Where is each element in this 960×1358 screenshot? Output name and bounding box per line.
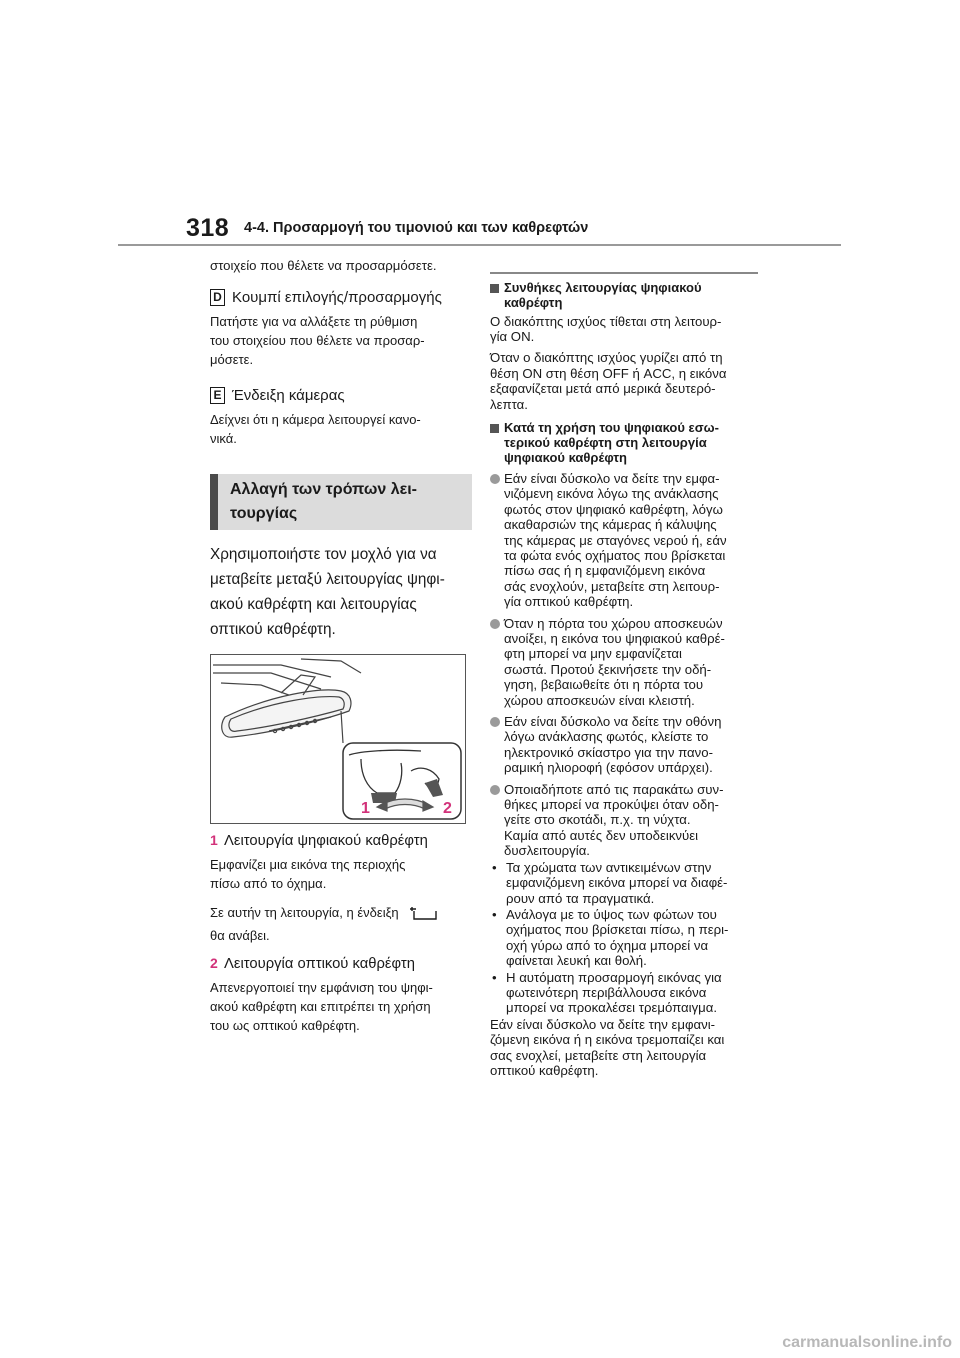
text-line: της κάμερας με σταγόνες νερού ή, εάν bbox=[504, 532, 727, 548]
camera-indicator-icon bbox=[408, 905, 438, 921]
square-bullet-icon bbox=[490, 284, 499, 293]
item-e bbox=[210, 387, 472, 404]
intro-text bbox=[210, 542, 472, 642]
intro-line: μεταβείτε μεταξύ λειτουργίας ψηφι- bbox=[210, 570, 445, 588]
mode-1-note-end: θα ανάβει. bbox=[210, 927, 270, 943]
circle-bullet-icon bbox=[490, 619, 500, 629]
key-d-box: D bbox=[210, 289, 225, 306]
text-line: θήκες μπορεί να προκύψει όταν οδη- bbox=[504, 797, 719, 813]
heading-line: ψηφιακού καθρέφτη bbox=[504, 449, 627, 465]
mirror-illustration bbox=[210, 654, 466, 824]
text-line: Καμία από αυτές δεν υποδεικνύει bbox=[504, 827, 699, 843]
bullet-text bbox=[504, 471, 727, 610]
text-line: φαίνεται λευκή και θολή. bbox=[506, 953, 647, 969]
text-line: πίσω σας ή η εμφανιζόμενη εικόνα bbox=[504, 563, 706, 579]
item-d bbox=[210, 289, 472, 306]
square-bullet-icon bbox=[490, 424, 499, 433]
text-line: γηση, βεβαιωθείτε ότι η πόρτα του bbox=[504, 677, 704, 693]
banner-line: τουργίας bbox=[230, 504, 298, 522]
circle-bullet-icon bbox=[490, 474, 500, 484]
figure-label-1: 1 bbox=[361, 799, 370, 817]
text-line: ζόμενη εικόνα ή η εικόνα τρεμοπαίζει και bbox=[490, 1032, 725, 1048]
text-line: φωτεινότερη περιβάλλουσα εικόνα bbox=[506, 984, 707, 1000]
text-line: οχήματος που βρίσκεται πίσω, η περι- bbox=[506, 922, 729, 938]
sub-item-1 bbox=[490, 860, 758, 906]
text-line: εμφανιζόμενη εικόνα μπορεί να διαφέ- bbox=[506, 875, 728, 891]
desc-line: πίσω από το όχημα. bbox=[210, 875, 327, 891]
heading-text bbox=[504, 420, 719, 465]
text-line: εξαφανίζεται μετά από μερικά δευτερό- bbox=[490, 381, 716, 397]
bullet-text bbox=[504, 782, 723, 859]
text-line: Οποιαδήποτε από τις παρακάτω συν- bbox=[504, 781, 724, 797]
text-line: ρουν από τα πραγματικά. bbox=[506, 890, 655, 906]
text-line: ραμική ηλιοροφή (εφόσον υπάρχει). bbox=[504, 760, 713, 776]
bullet-4 bbox=[490, 782, 758, 859]
circle-bullet-icon bbox=[490, 717, 500, 727]
bullet-1 bbox=[490, 471, 758, 610]
bullet-text bbox=[504, 714, 721, 776]
mode-1-label: Λειτουργία ψηφιακού καθρέφτη bbox=[224, 832, 428, 849]
mode-1-number: 1 bbox=[210, 831, 218, 848]
column-rule bbox=[490, 272, 758, 274]
header-rule bbox=[118, 244, 841, 246]
heading-text bbox=[504, 280, 702, 310]
heading-line: Κατά τη χρήση του ψηφιακού εσω- bbox=[504, 419, 719, 435]
text-line: σωστά. Προτού ξεκινήσετε την οδή- bbox=[504, 661, 712, 677]
mode-1-note bbox=[210, 903, 472, 922]
text-line: οχή γύρω από το όχημα μπορεί να bbox=[506, 937, 709, 953]
text-line: φτη μπορεί να μην εμφανίζεται bbox=[504, 646, 682, 662]
text-line: ηλεκτρονικό σκίαστρο για την πανο- bbox=[504, 744, 714, 760]
item-e-desc bbox=[210, 410, 472, 448]
intro-line: ακού καθρέφτη και λειτουργίας bbox=[210, 595, 417, 613]
bullet-2 bbox=[490, 616, 758, 708]
desc-line: ακού καθρέφτη και επιτρέπει τη χρήση bbox=[210, 998, 431, 1014]
text-line: Όταν ο διακόπτης ισχύος γυρίζει από τη bbox=[490, 350, 723, 366]
page-number: 318 bbox=[186, 214, 230, 242]
desc-line: Δείχνει ότι η κάμερα λειτουργεί κανο- bbox=[210, 411, 421, 427]
banner-line: Αλλαγή των τρόπων λει- bbox=[230, 480, 417, 498]
heading-line: καθρέφτη bbox=[504, 294, 563, 310]
text-line: Ο διακόπτης ισχύος τίθεται στη λειτουρ- bbox=[490, 313, 722, 329]
left-column bbox=[210, 257, 472, 1035]
text-line: σας ενοχλεί, μεταβείτε στη λειτουργία bbox=[490, 1047, 707, 1063]
figure-label-2: 2 bbox=[443, 799, 452, 817]
top-line: στοιχείο που θέλετε να προσαρμόσετε. bbox=[210, 258, 437, 273]
item-d-desc bbox=[210, 312, 472, 369]
text-line: ακαθαρσιών της κάμερας ή κάλυψης bbox=[504, 517, 717, 533]
text-line: Η αυτόματη προσαρμογή εικόνας για bbox=[506, 969, 722, 985]
text-line: Ανάλογα με το ύψος των φώτων του bbox=[506, 906, 717, 922]
text-line: τα φώτα ενός οχήματος που βρίσκεται bbox=[504, 547, 726, 563]
paragraph-1 bbox=[490, 314, 758, 345]
text-line: χώρου αποσκευών είναι κλειστή. bbox=[504, 692, 695, 708]
sub-item-2 bbox=[490, 907, 758, 969]
desc-line: Εμφανίζει μια εικόνα της περιοχής bbox=[210, 856, 406, 872]
sub-bullet-mark: • bbox=[492, 906, 497, 922]
right-column bbox=[490, 272, 758, 1078]
text-line: γία ON. bbox=[490, 328, 535, 344]
text-line: νιζόμενη εικόνα λόγω της ανάκλασης bbox=[504, 486, 719, 502]
mode-2-number: 2 bbox=[210, 954, 218, 971]
text-line: Εάν είναι δύσκολο να δείτε την οθόνη bbox=[504, 714, 722, 730]
section-banner bbox=[210, 474, 472, 530]
text-line: γία οπτικού καθρέφτη. bbox=[504, 594, 634, 610]
watermark: carmanualsonline.info bbox=[782, 1334, 952, 1351]
desc-line: Πατήστε για να αλλάξετε τη ρύθμιση bbox=[210, 313, 418, 329]
text-line: Εάν είναι δύσκολο να δείτε την εμφανι- bbox=[490, 1016, 716, 1032]
text-line: Όταν η πόρτα του χώρου αποσκευών bbox=[504, 615, 723, 631]
heading-usage bbox=[490, 420, 758, 465]
text-line: σάς ενοχλούν, μεταβείτε στη λειτουρ- bbox=[504, 578, 720, 594]
bullet-3 bbox=[490, 714, 758, 776]
key-e-box: E bbox=[210, 387, 225, 404]
desc-line: Απενεργοποιεί την εμφάνιση του ψηφι- bbox=[210, 979, 433, 995]
tail-paragraph bbox=[490, 1017, 758, 1079]
text-line: δυσλειτουργία. bbox=[504, 843, 590, 859]
heading-line: Συνθήκες λειτουργίας ψηφιακού bbox=[504, 279, 702, 295]
sub-item-3 bbox=[490, 970, 758, 1016]
text-line: Τα χρώματα των αντικειμένων στην bbox=[506, 859, 712, 875]
sub-bullet-mark: • bbox=[492, 969, 497, 985]
mode-1-desc bbox=[210, 855, 472, 893]
text-line: λόγω ανάκλασης φωτός, κλείστε το bbox=[504, 729, 709, 745]
text-line: μπορεί να προκαλέσει τρεμόπαιγμα. bbox=[506, 1000, 718, 1016]
text-line: ανοίξει, η εικόνα του ψηφιακού καθρέ- bbox=[504, 631, 725, 646]
paragraph-2 bbox=[490, 350, 758, 412]
desc-line: μόσετε. bbox=[210, 351, 254, 367]
sub-text bbox=[506, 970, 722, 1016]
heading-line: τερικού καθρέφτη στη λειτουργία bbox=[504, 434, 707, 450]
text-line: θέση ON στη θέση OFF ή ACC, η εικόνα bbox=[490, 365, 727, 381]
heading-conditions bbox=[490, 280, 758, 310]
text-line: λεπτα. bbox=[490, 396, 528, 412]
bullet-text bbox=[504, 616, 725, 708]
desc-line: νικά. bbox=[210, 430, 237, 446]
intro-line: οπτικού καθρέφτη. bbox=[210, 620, 336, 638]
mode-2-label: Λειτουργία οπτικού καθρέφτη bbox=[224, 955, 415, 972]
mirror-drawing bbox=[211, 655, 465, 823]
text-line: γείτε στο σκοτάδι, π.χ. τη νύχτα. bbox=[504, 812, 691, 828]
desc-line: του στοιχείου που θέλετε να προσαρ- bbox=[210, 332, 425, 348]
intro-line: Χρησιμοποιήστε τον μοχλό για να bbox=[210, 545, 437, 563]
text-line: οπτικού καθρέφτη. bbox=[490, 1062, 599, 1078]
item-d-label: Κουμπί επιλογής/προσαρμογής bbox=[232, 288, 442, 306]
circle-bullet-icon bbox=[490, 785, 500, 795]
mode-2-desc bbox=[210, 978, 472, 1035]
text-line: Εάν είναι δύσκολο να δείτε την εμφα- bbox=[504, 470, 720, 486]
desc-line: του ως οπτικού καθρέφτη. bbox=[210, 1017, 360, 1033]
sub-text bbox=[506, 907, 728, 969]
note-text: Σε αυτήν τη λειτουργία, η ένδειξη bbox=[210, 904, 399, 920]
sub-text bbox=[506, 860, 727, 906]
item-e-label: Ένδειξη κάμερας bbox=[232, 386, 345, 404]
sub-bullet-mark: • bbox=[492, 859, 497, 875]
section-title: 4-4. Προσαρμογή του τιμονιού και των καθρεφτών bbox=[244, 220, 589, 236]
text-line: φωτός στον ψηφιακό καθρέφτη, λόγω bbox=[504, 501, 723, 517]
mode-1 bbox=[210, 832, 472, 849]
mode-2 bbox=[210, 955, 472, 972]
